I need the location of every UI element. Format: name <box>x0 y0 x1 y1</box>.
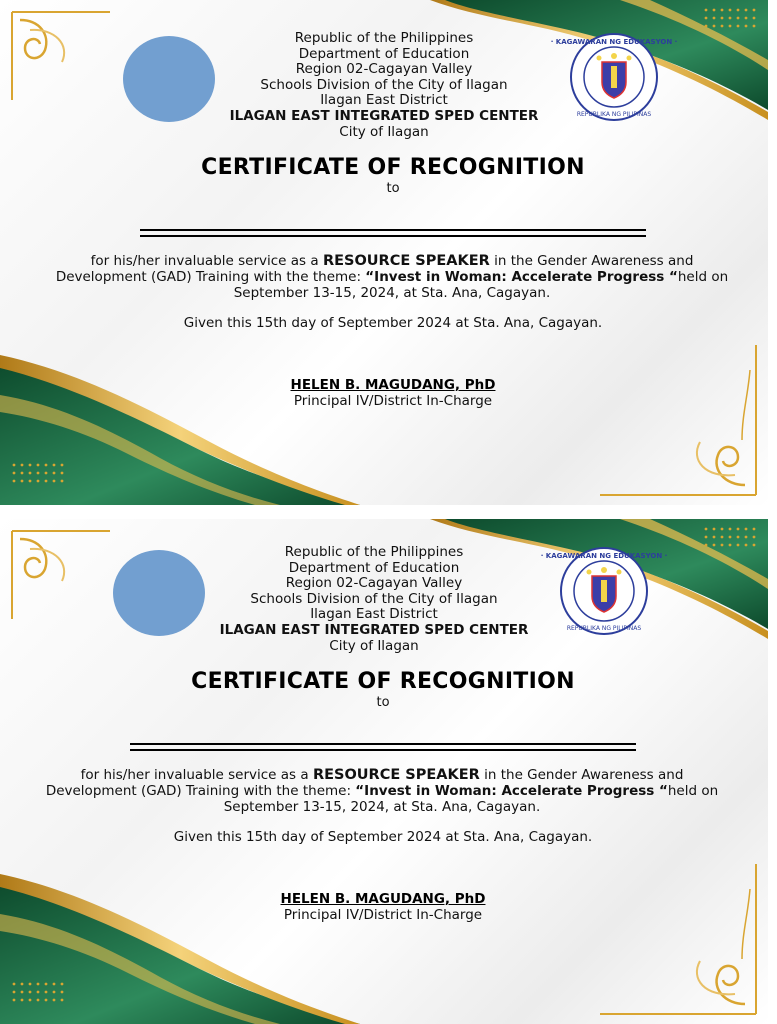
header-line-department: Department of Education <box>288 559 460 576</box>
svg-text:· KAGAWARAN NG EDUKASYON ·: · KAGAWARAN NG EDUKASYON · <box>550 38 678 46</box>
body-text-training: in the Gender Awareness and Development (GAD) Training with the theme: <box>45 767 684 799</box>
certificate-title: CERTIFICATE OF RECOGNITION <box>191 669 575 694</box>
school-name: ILAGAN EAST INTEGRATED SPED CENTER <box>229 107 539 124</box>
certificate-title: CERTIFICATE OF RECOGNITION <box>201 155 585 180</box>
signatory-title: Principal IV/District In-Charge <box>283 907 483 923</box>
role-text: RESOURCE SPEAKER <box>312 767 480 783</box>
role-text: RESOURCE SPEAKER <box>322 253 490 269</box>
header-line-division: Schools Division of the City of Ilagan <box>260 76 508 93</box>
svg-text:· KAGAWARAN NG EDUKASYON ·: · KAGAWARAN NG EDUKASYON · <box>540 552 668 560</box>
signatory-name: HELEN B. MAGUDANG, PhD <box>290 377 496 393</box>
body-text-training: in the Gender Awareness and Development (GAD) Training with the theme: <box>55 253 694 285</box>
theme-text: “Invest in Woman: Accelerate Progress “ <box>355 783 668 799</box>
header-line-division: Schools Division of the City of Ilagan <box>250 590 498 607</box>
given-statement: Given this 15th day of September 2024 at Sta. Ana, Cagayan. <box>173 829 593 845</box>
recipient-to-label: to <box>386 181 400 196</box>
theme-text: “Invest in Woman: Accelerate Progress “ <box>365 269 678 285</box>
header-line-city: City of Ilagan <box>329 637 419 654</box>
header-line-republic: Republic of the Philippines <box>294 30 474 46</box>
certificate-1 <box>0 0 768 505</box>
svg-text:REPUBLIKA NG PILIPINAS: REPUBLIKA NG PILIPINAS <box>576 111 652 118</box>
body-text-intro: for his/her invaluable service as a <box>80 767 313 783</box>
recipient-name-line <box>130 743 636 751</box>
header-line-district: Ilagan East District <box>310 606 438 623</box>
recipient-to-label: to <box>376 695 390 710</box>
body-text-held: held on September 13-15, 2024, at Sta. Ana, Cagayan. <box>223 783 719 815</box>
certificate-header <box>0 545 758 654</box>
header-line-region: Region 02-Cagayan Valley <box>295 61 473 78</box>
header-line-department: Department of Education <box>298 45 470 62</box>
signatory-title: Principal IV/District In-Charge <box>293 393 493 409</box>
header-line-republic: Republic of the Philippines <box>284 544 464 560</box>
header-line-region: Region 02-Cagayan Valley <box>285 575 463 592</box>
signatory-name: HELEN B. MAGUDANG, PhD <box>280 891 486 907</box>
svg-text:REPUBLIKA NG PILIPINAS: REPUBLIKA NG PILIPINAS <box>566 625 642 632</box>
recognition-body <box>52 253 732 301</box>
certificate-2 <box>0 519 768 1024</box>
body-text-held: held on September 13-15, 2024, at Sta. Ana, Cagayan. <box>233 269 729 301</box>
header-line-district: Ilagan East District <box>320 92 448 109</box>
recipient-name-line <box>140 229 646 237</box>
recognition-body <box>42 767 722 815</box>
header-line-city: City of Ilagan <box>339 123 429 140</box>
body-text-intro: for his/her invaluable service as a <box>90 253 323 269</box>
school-name: ILAGAN EAST INTEGRATED SPED CENTER <box>219 621 529 638</box>
given-statement: Given this 15th day of September 2024 at Sta. Ana, Cagayan. <box>183 315 603 331</box>
certificate-header <box>0 31 768 140</box>
